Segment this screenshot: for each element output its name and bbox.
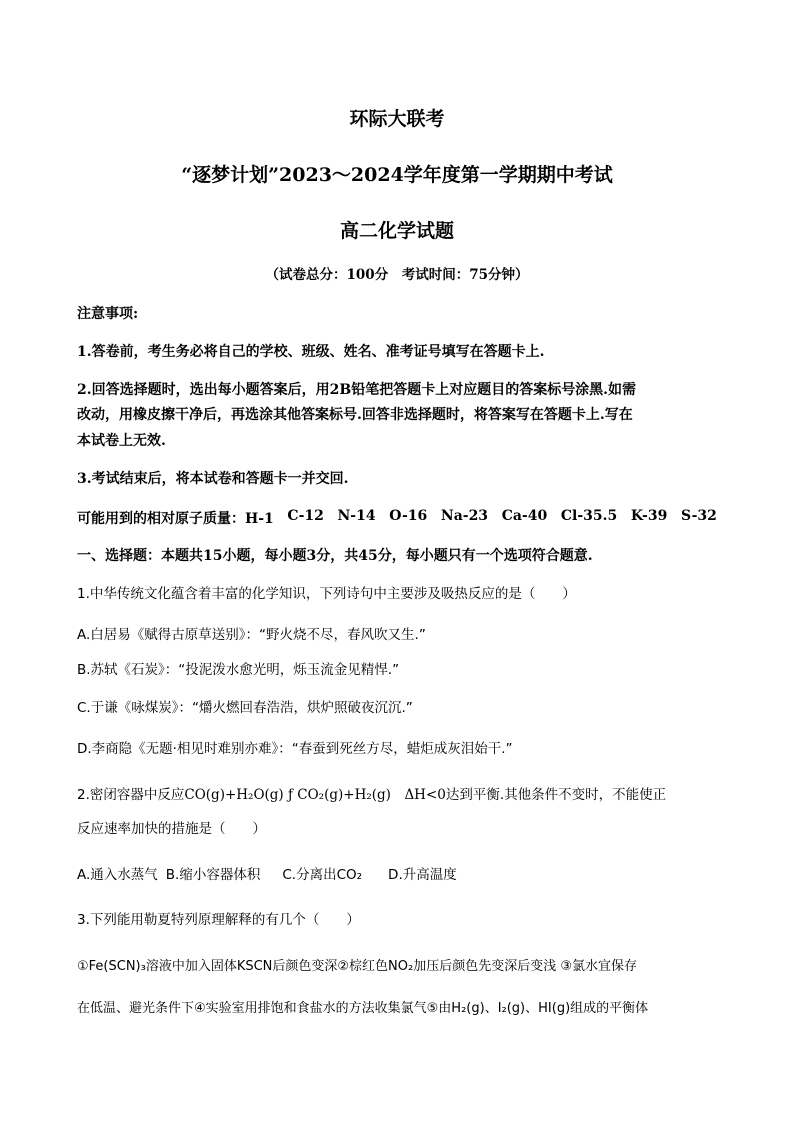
- atomic-mass-item: O-16: [389, 508, 428, 524]
- question-1-option-b: B.苏轼《石炭》：“投泥泼水愈光明，烁玉流金见精悍.”: [77, 662, 400, 678]
- question-2-option-c: C.分离出CO₂: [282, 867, 363, 883]
- question-2-options: [77, 863, 465, 883]
- notice-item-2-line-2: 改动，用橡皮擦干净后，再选涂其他答案标号.回答非选择题时，将答案写在答题卡上.写在: [77, 407, 633, 423]
- subject-title: 高二化学试题: [339, 220, 454, 242]
- question-3-stem: 3.下列能用勒夏特列原理解释的有几个（ ）: [77, 912, 360, 928]
- question-2-stem-line-2: 反应速率加快的措施是（ ）: [77, 821, 266, 837]
- question-1-option-c: C.于谦《咏煤炭》：“爝火燃回春浩浩，烘炉照破夜沉沉.”: [77, 700, 413, 716]
- atomic-mass-item: Na-23: [440, 508, 489, 524]
- atomic-mass-item: Cl-35.5: [560, 508, 618, 524]
- notice-item-2-line-3: 本试卷上无效.: [77, 433, 166, 449]
- question-1-option-a: A.白居易《赋得古原草送别》：“野火烧不尽，春风吹又生.”: [77, 627, 426, 643]
- question-2-stem: [77, 783, 666, 803]
- notice-title: 注意事项:: [77, 306, 139, 322]
- question-2-equation: CO(g)+H₂O(g) ƒ CO₂(g)+H₂(g) ΔH<0: [184, 787, 446, 803]
- exam-info: （试卷总分：100分 考试时间：75分钟）: [265, 267, 529, 283]
- question-2-option-a: A.通入水蒸气: [77, 867, 158, 883]
- notice-item-3: 3.考试结束后，将本试卷和答题卡一并交回.: [77, 471, 349, 487]
- question-2-option-b: B.缩小容器体积: [165, 867, 261, 883]
- atomic-mass-list: [77, 508, 717, 528]
- question-2-option-d: D.升高温度: [388, 867, 457, 883]
- atomic-mass-item: Ca-40: [501, 508, 548, 524]
- question-1-stem: 1.中华传统文化蕴含着丰富的化学知识，下列诗句中主要涉及吸热反应的是（ ）: [77, 586, 576, 602]
- atomic-mass-item: C-12: [287, 508, 324, 524]
- question-2-stem-prefix: 2.密闭容器中反应: [77, 787, 185, 803]
- exam-union-title: 环际大联考: [349, 108, 445, 130]
- atomic-mass-item: S-32: [680, 508, 717, 524]
- notice-item-1: 1.答卷前，考生务必将自己的学校、班级、姓名、准考证号填写在答题卡上.: [77, 344, 545, 360]
- question-1-option-d: D.李商隐《无题·相见时难别亦难》：“春蚕到死丝方尽，蜡炬成灰泪始干.”: [77, 741, 513, 757]
- question-3-line-1: ①Fe(SCN)₃溶液中加入固体KSCN后颜色变深②棕红色NO₂加压后颜色先变深后变浅 ③氯水宜保存: [77, 959, 638, 974]
- atomic-mass-item: K-39: [630, 508, 668, 524]
- atomic-mass-item: N-14: [337, 508, 376, 524]
- notice-item-2-line-1: 2.回答选择题时，选出每小题答案后，用2B铅笔把答题卡上对应题目的答案标号涂黑.如需: [77, 382, 637, 398]
- exam-title: “逐梦计划”2023～2024学年度第一学期期中考试: [181, 164, 613, 186]
- section-1-title: 一、选择题：本题共15小题，每小题3分，共45分，每小题只有一个选项符合题意.: [77, 548, 593, 564]
- question-2-stem-suffix: 达到平衡.其他条件不变时，不能使正: [445, 787, 667, 803]
- question-3-line-2: 在低温、避光条件下④实验室用排饱和食盐水的方法收集氯气⑤由H₂(g)、I₂(g)、HI(g)组成的平衡体: [77, 1001, 649, 1016]
- atomic-mass-label: 可能用到的相对原子质量：H-1: [77, 511, 274, 527]
